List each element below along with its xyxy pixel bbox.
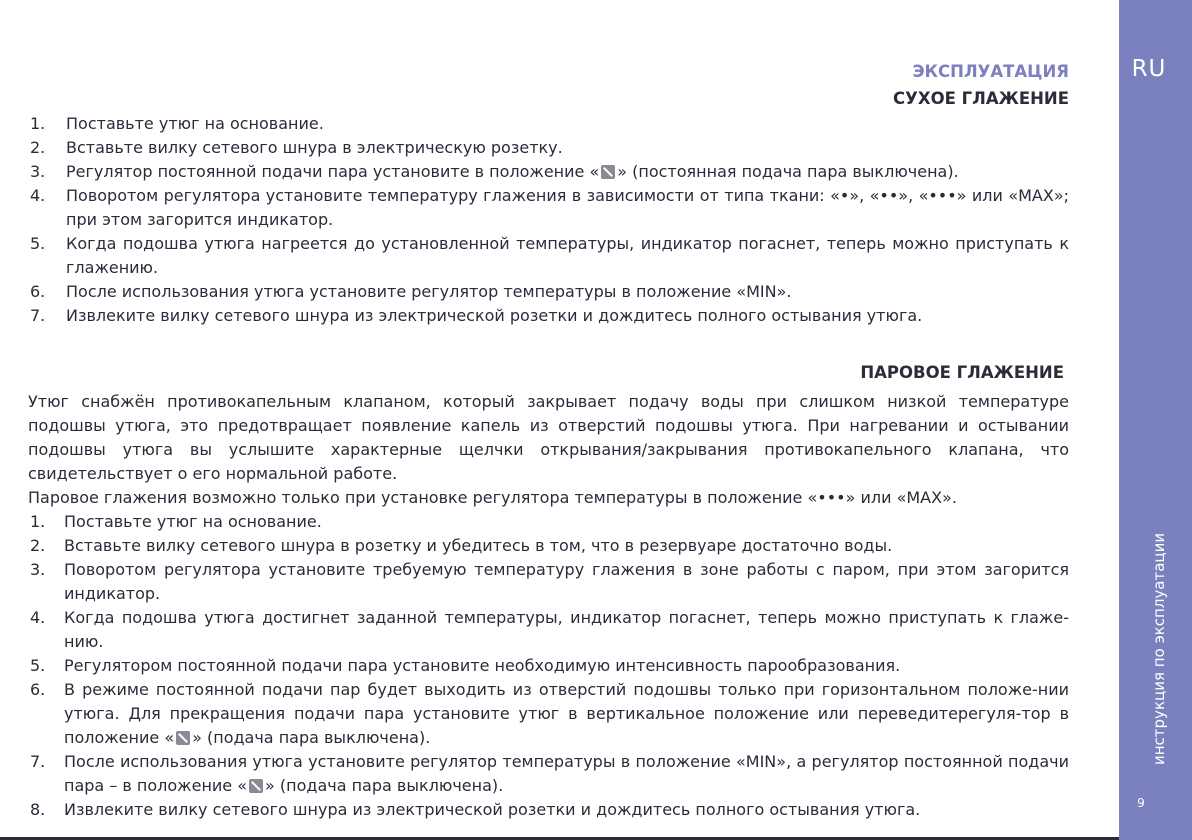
list-number: 7. [30,752,46,771]
list-text: Извлеките вилку сетевого шнура из электрической розетки и дождитесь полного остывания утюга. [66,306,923,325]
steam-off-icon [601,165,615,179]
list-text: Поставьте утюг на основание. [66,114,324,133]
list-number: 6. [30,680,46,699]
list-text: » (подача пара выключена). [265,776,504,795]
list-item [28,678,1069,750]
list-number: 3. [30,560,46,579]
list-item [28,750,1069,798]
steam-ironing-steps [28,510,1069,822]
list-text: Поставьте утюг на основание. [64,512,322,531]
steam-off-icon [249,779,263,793]
list-text: Регулятором постоянной подачи пара установите необходимую интенсивность парообразования. [64,656,901,675]
steam-intro-paragraph: Утюг снабжён противокапельным клапаном, который закрывает подачу воды при слишком низкой температуре подошвы утюга, это предотвращает появление капель из отверстий подошвы утюга. При нагревании и остывании подошвы утюга вы услышите характерные щелчки открывания/закрывания противокапельного клапана, что свидетельствует о его нормальной работе. [28,392,1069,483]
list-number: 1. [30,512,46,531]
list-item [28,654,1069,678]
list-text: Вставьте вилку сетевого шнура в розетку и убедитесь в том, что в резервуаре достаточно воды. [64,536,893,555]
steam-ironing-heading: ПАРОВОЕ ГЛАЖЕНИЕ [860,363,1064,382]
list-number: 4. [30,186,46,205]
list-item [28,112,1069,136]
page-number: 9 [1137,796,1145,810]
list-number: 2. [30,536,46,555]
list-item [28,798,1069,822]
list-text: Когда подошва утюга достигнет заданной температуры, индикатор погаснет, теперь можно приступать к глаже-нию. [64,608,1069,651]
sidebar-caption: инструкция по эксплуатации [1150,532,1168,765]
list-text: Извлеките вилку сетевого шнура из электрической розетки и дождитесь полного остывания утюга. [64,800,921,819]
list-text: » (подача пара выключена). [192,728,431,747]
list-text: Вставьте вилку сетевого шнура в электрическую розетку. [66,138,563,157]
dry-ironing-steps [28,112,1069,328]
section-title: ЭКСПЛУАТАЦИЯ [912,62,1069,81]
list-number: 3. [30,162,46,181]
language-label: RU [1131,56,1167,82]
steam-off-icon [176,731,190,745]
list-text: Поворотом регулятора установите температуру глажения в зависимости от типа ткани: «•», «••», «•••» или «MAX»; при этом загорится индикатор. [66,186,1069,229]
sidebar [1119,0,1192,840]
list-item [28,280,1069,304]
list-text: После использования утюга установите регулятор температуры в положение «MIN», а регулятор постоянной подачи пара – в положение « [64,752,1069,795]
list-number: 4. [30,608,46,627]
page-content [28,58,1069,822]
list-number: 7. [30,306,46,325]
list-text: Когда подошва утюга нагреется до установленной температуры, индикатор погаснет, теперь можно приступать к глажению. [66,234,1069,277]
list-item [28,558,1069,606]
list-text: В режиме постоянной подачи пар будет выходить из отверстий подошвы только при горизонтальном положе-нии утюга. Для прекращения подачи пара установите утюг в вертикальное положение или переведитерегуля-тор в положение « [64,680,1069,747]
list-item [28,160,1069,184]
list-item [28,184,1069,232]
list-text: После использования утюга установите регулятор температуры в положение «MIN». [66,282,792,301]
steam-note: Паровое глажения возможно только при установке регулятора температуры в положение «•••» или «MAX». [28,488,957,507]
dry-ironing-heading: СУХОЕ ГЛАЖЕНИЕ [893,89,1069,108]
list-item [28,136,1069,160]
list-number: 1. [30,114,46,133]
list-number: 2. [30,138,46,157]
list-number: 5. [30,234,46,253]
list-item [28,510,1069,534]
list-text: Поворотом регулятора установите требуемую температуру глажения в зоне работы с паром, при этом загорится индикатор. [64,560,1069,603]
list-text: Регулятор постоянной подачи пара установите в положение « [66,162,600,181]
list-number: 5. [30,656,46,675]
list-text: » (постоянная подача пара выключена). [617,162,959,181]
list-number: 6. [30,282,46,301]
list-item [28,232,1069,280]
list-number: 8. [30,800,46,819]
list-item [28,606,1069,654]
list-item [28,534,1069,558]
list-item [28,304,1069,328]
